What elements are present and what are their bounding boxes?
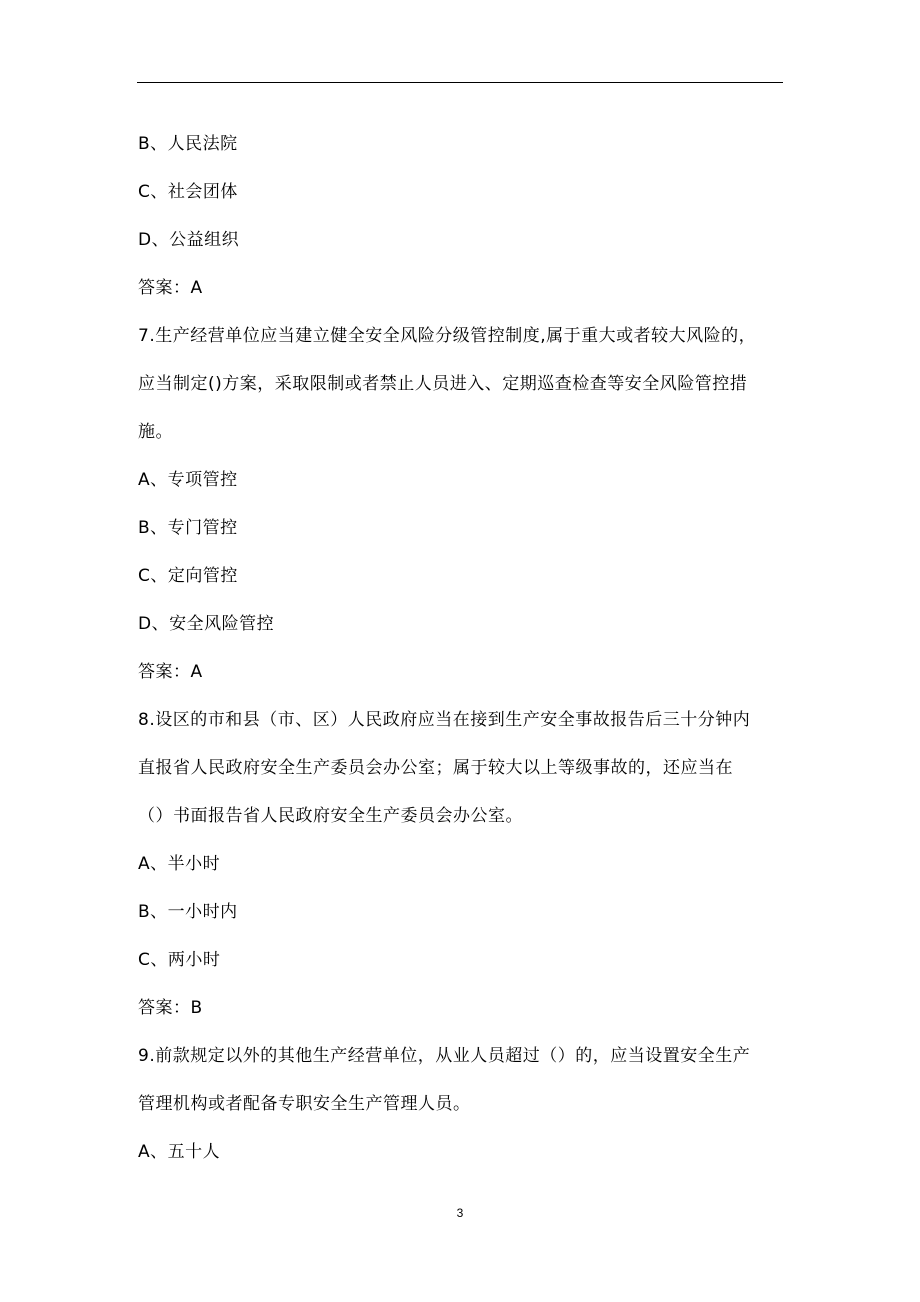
question-7-line-1: 7.生产经营单位应当建立健全安全风险分级管控制度,属于重大或者较大风险的， <box>138 326 757 346</box>
answer-q8: 答案：B <box>138 998 203 1018</box>
header-rule <box>137 82 783 83</box>
option-a-q7: A、专项管控 <box>138 470 238 490</box>
option-b-q6: B、人民法院 <box>138 134 238 154</box>
question-7-line-3: 施。 <box>138 422 173 442</box>
option-b-q8: B、一小时内 <box>138 902 238 922</box>
question-9-line-2: 管理机构或者配备专职安全生产管理人员。 <box>138 1094 471 1114</box>
option-d-q7: D、安全风险管控 <box>138 614 275 634</box>
option-c-q6: C、社会团体 <box>138 182 238 202</box>
question-8-line-1: 8.设区的市和县（市、区）人民政府应当在接到生产安全事故报告后三十分钟内 <box>138 710 751 730</box>
answer-q7: 答案：A <box>138 662 203 682</box>
option-a-q8: A、半小时 <box>138 854 221 874</box>
option-b-q7: B、专门管控 <box>138 518 238 538</box>
option-c-q7: C、定向管控 <box>138 566 238 586</box>
option-d-q6: D、公益组织 <box>138 230 240 250</box>
option-c-q8: C、两小时 <box>138 950 221 970</box>
page-number: 3 <box>456 1206 464 1220</box>
option-a-q9: A、五十人 <box>138 1142 221 1162</box>
question-8-line-3: （）书面报告省人民政府安全生产委员会办公室。 <box>138 806 523 826</box>
question-9-line-1: 9.前款规定以外的其他生产经营单位，从业人员超过（）的，应当设置安全生产 <box>138 1046 751 1066</box>
question-7-line-2: 应当制定()方案，采取限制或者禁止人员进入、定期巡查检查等安全风险管控措 <box>138 374 748 394</box>
document-body <box>138 120 786 1176</box>
question-8-line-2: 直报省人民政府安全生产委员会办公室；属于较大以上等级事故的，还应当在 <box>138 758 733 778</box>
answer-q6: 答案：A <box>138 278 203 298</box>
